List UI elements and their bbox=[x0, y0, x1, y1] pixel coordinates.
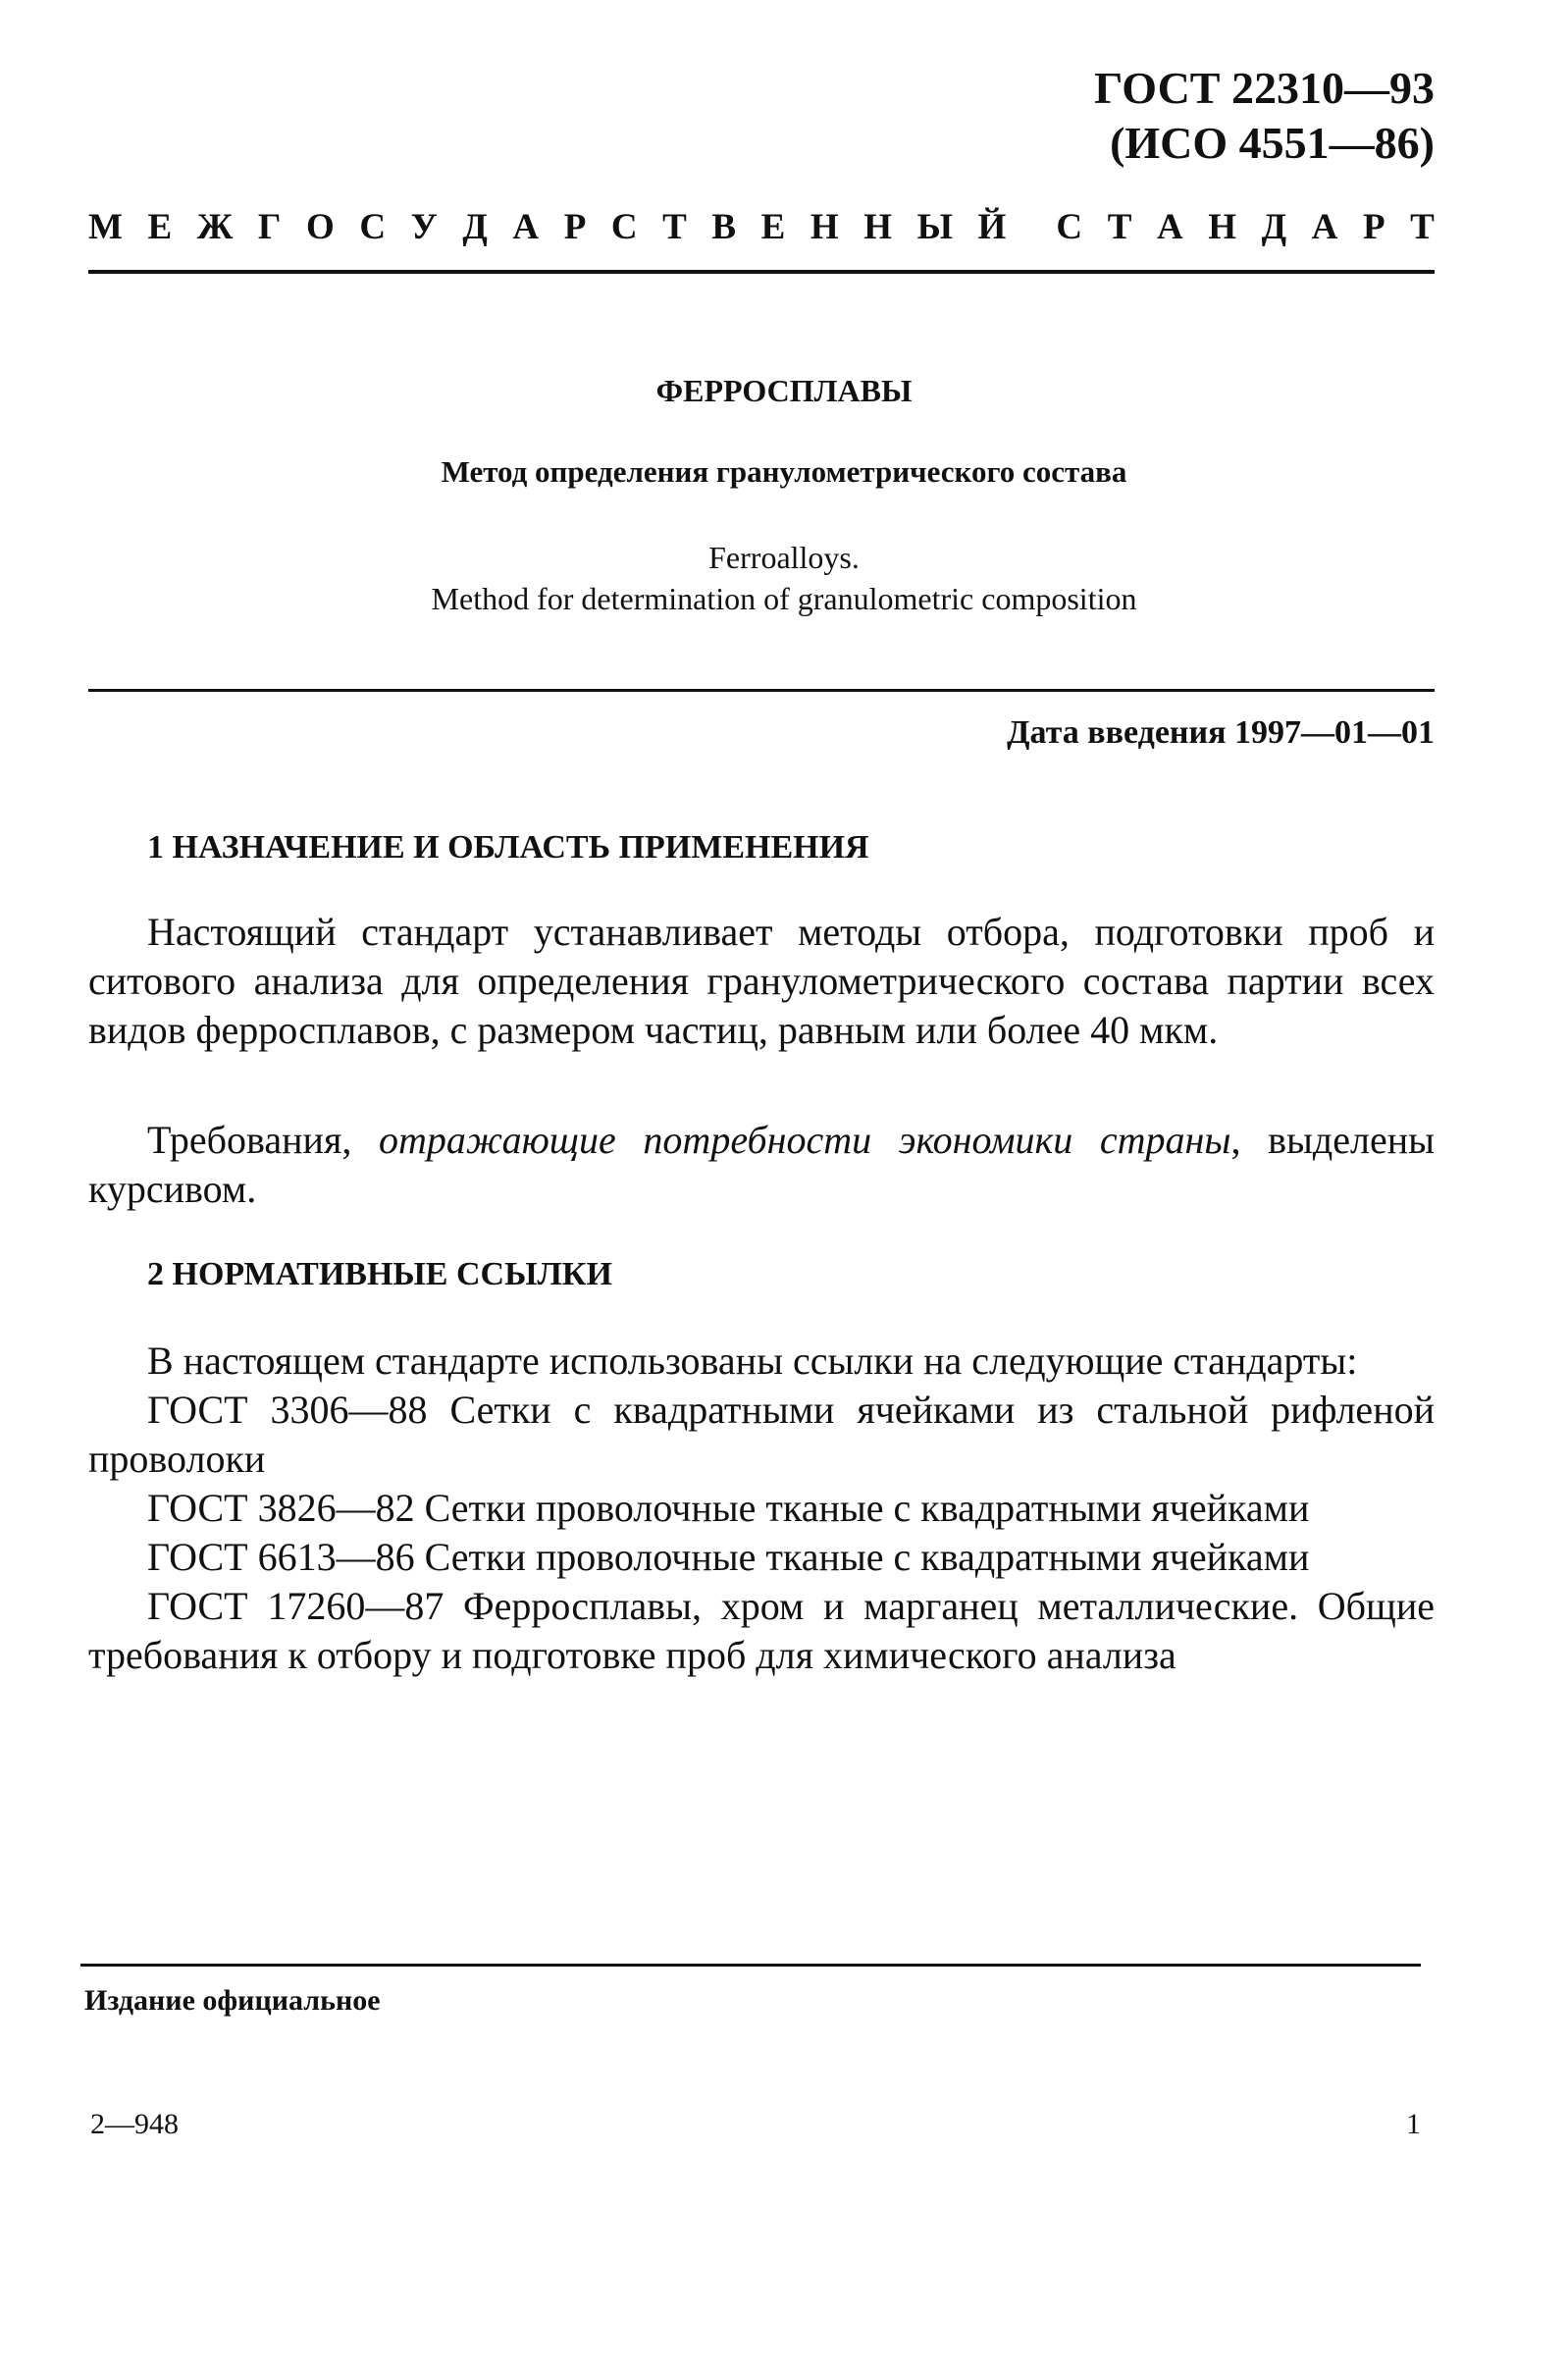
note-rest-text: , выделены курсивом. bbox=[88, 1118, 1436, 1211]
banner-letter: Е bbox=[760, 207, 786, 247]
banner-letter: Р bbox=[1362, 207, 1385, 247]
banner-letter: Н bbox=[1208, 207, 1237, 247]
banner-letter: С bbox=[610, 207, 638, 247]
note-italic-text: отражающие потребности экономики страны bbox=[379, 1118, 1231, 1162]
reference-item: ГОСТ 3306—88 Сетки с квадратными ячейками из стальной рифленой проволоки bbox=[88, 1388, 1435, 1481]
title-divider bbox=[88, 689, 1435, 692]
paragraph-text bbox=[88, 1116, 1435, 1214]
banner-letter: Е bbox=[147, 207, 173, 247]
document-subtitle: Метод определения гранулометрического состава bbox=[441, 454, 1127, 489]
header-divider bbox=[88, 270, 1435, 274]
banner-letter: А bbox=[1156, 207, 1183, 247]
banner-letter: М bbox=[88, 207, 123, 247]
interstate-standard-banner bbox=[88, 206, 1435, 248]
official-edition-label: Издание официальное bbox=[84, 1984, 381, 2017]
english-title-line: Method for determination of granulometric composition bbox=[431, 581, 1137, 616]
section-1-italic-note bbox=[88, 1116, 1435, 1214]
section-1-heading: 1 НАЗНАЧЕНИЕ И ОБЛАСТЬ ПРИМЕНЕНИЯ bbox=[147, 829, 869, 866]
iso-number: (ИСО 4551—86) bbox=[1110, 118, 1435, 168]
banner-letter: А bbox=[1311, 207, 1338, 247]
banner-letter: Т bbox=[1410, 207, 1435, 247]
paragraph-text: Настоящий стандарт устанавливает методы отбора, подготовки проб и ситового анализа для определения гранулометрического состава партии всех видов ферросплавов, с размером частиц, равным или более 40 мкм. bbox=[88, 910, 1435, 1052]
document-title: ФЕРРОСПЛАВЫ bbox=[655, 373, 913, 408]
banner-letter: Д bbox=[1261, 207, 1287, 247]
section-1-paragraph bbox=[88, 908, 1435, 1055]
page-number: 1 bbox=[1406, 2108, 1421, 2140]
section-2-heading: 2 НОРМАТИВНЫЕ ССЫЛКИ bbox=[147, 1256, 612, 1292]
banner-letter: Г bbox=[257, 207, 282, 247]
banner-letter: С bbox=[359, 207, 387, 247]
banner-letter: Т bbox=[1107, 207, 1132, 247]
reference-item: ГОСТ 17260—87 Ферросплавы, хром и марганец металлические. Общие требования к отбору и подготовке проб для химического анализа bbox=[88, 1584, 1435, 1677]
banner-letter: Н bbox=[810, 207, 839, 247]
banner-letter: Р bbox=[563, 207, 587, 247]
english-title-line: Ferroalloys. bbox=[708, 540, 860, 575]
banner-letter: С bbox=[1056, 207, 1083, 247]
banner-letter: У bbox=[410, 207, 438, 247]
introduction-date: Дата введения 1997—01—01 bbox=[1007, 714, 1435, 751]
gost-number: ГОСТ 22310—93 bbox=[1094, 63, 1435, 113]
banner-letter: Ж bbox=[196, 207, 234, 247]
standard-number-block bbox=[1094, 61, 1435, 171]
english-title bbox=[0, 537, 1568, 619]
banner-letter: Й bbox=[977, 207, 1007, 247]
sheet-code: 2—948 bbox=[90, 2108, 179, 2140]
reference-item: ГОСТ 3826—82 Сетки проволочные тканые с квадратными ячейками bbox=[147, 1486, 1310, 1530]
banner-letter: О bbox=[306, 207, 335, 247]
note-plain-text: Требования, bbox=[147, 1118, 380, 1162]
reference-item: ГОСТ 6613—86 Сетки проволочные тканые с квадратными ячейками bbox=[147, 1535, 1310, 1579]
banner-letter: А bbox=[512, 207, 540, 247]
references-intro: В настоящем стандарте использованы ссылки на следующие стандарты: bbox=[147, 1339, 1358, 1383]
banner-letter: В bbox=[711, 207, 737, 247]
footer-divider bbox=[80, 1964, 1421, 1967]
section-2-references bbox=[88, 1337, 1435, 1680]
banner-letter: Д bbox=[462, 207, 488, 247]
banner-letter: Т bbox=[662, 207, 687, 247]
banner-letter: Н bbox=[863, 207, 893, 247]
banner-letter: Ы bbox=[916, 207, 953, 247]
